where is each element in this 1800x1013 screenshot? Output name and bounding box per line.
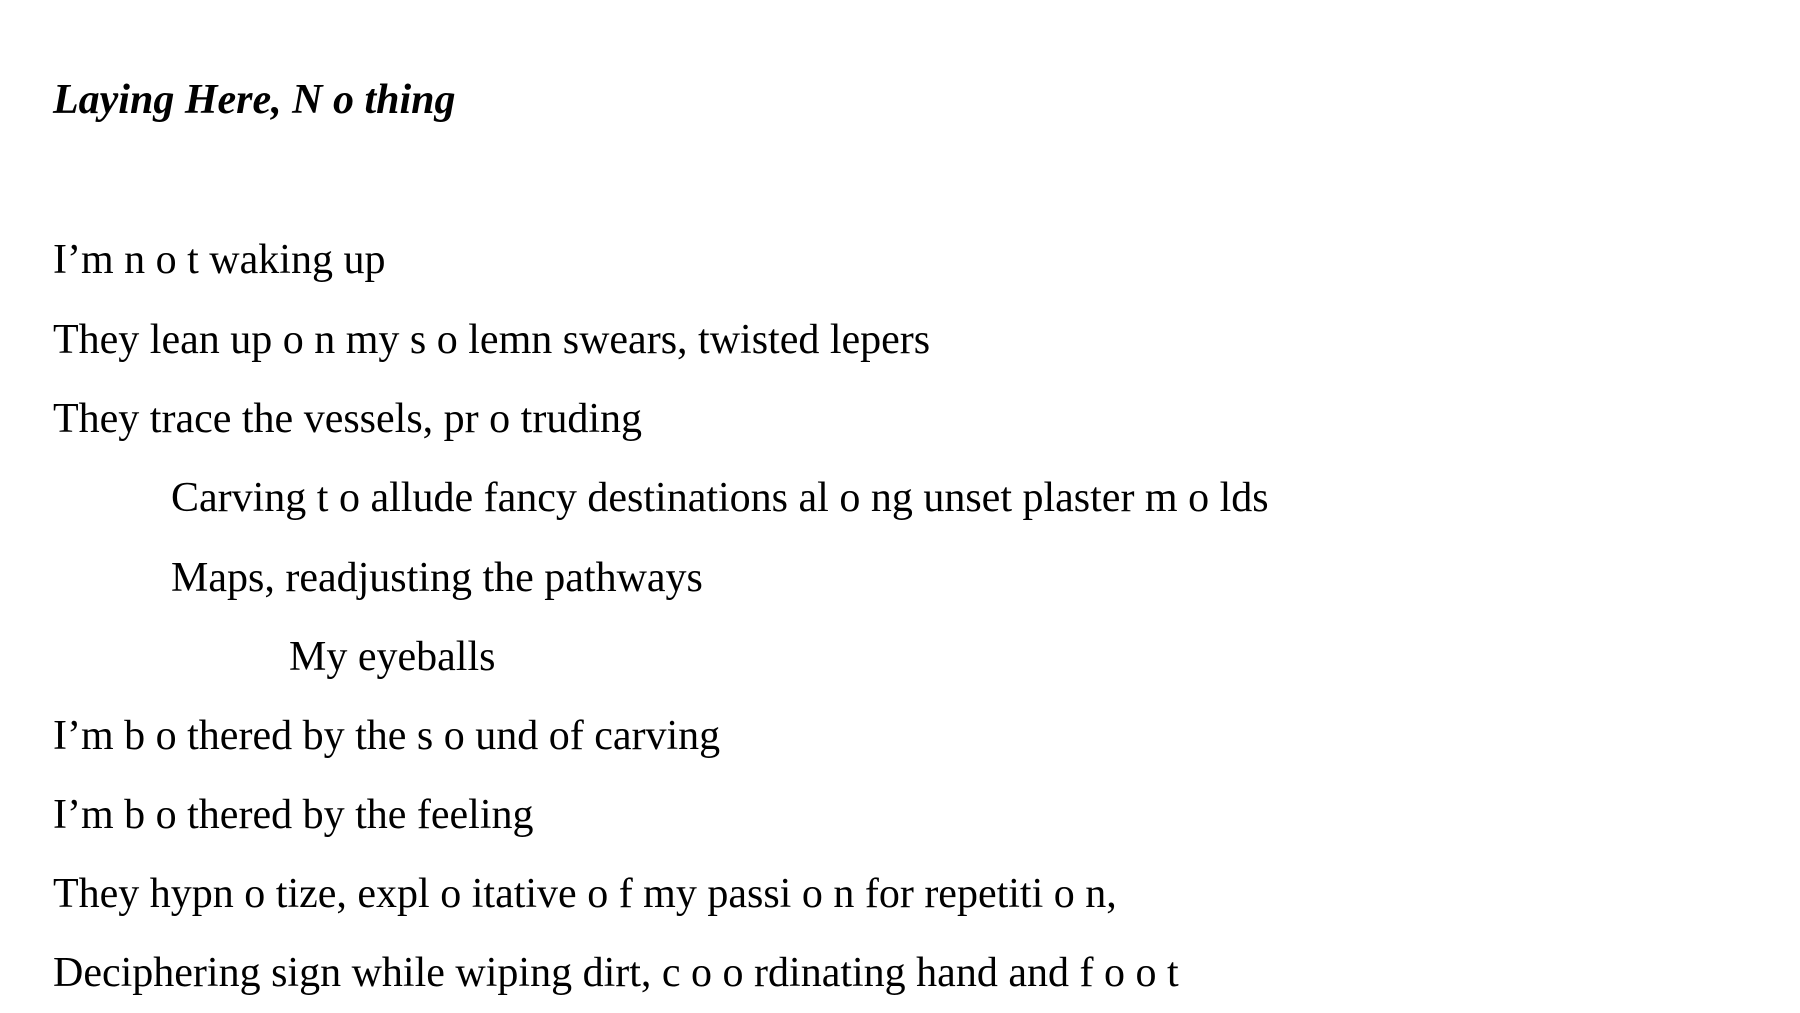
poem-line: I’m n o t waking up <box>53 237 386 283</box>
poem-line: They lean up o n my s o lemn swears, twisted lepers <box>53 317 931 363</box>
poem-line: I’m b o thered by the s o und of carving <box>53 713 721 759</box>
poem-line: They trace the vessels, pr o truding <box>53 396 642 442</box>
poem-line-indented: Carving t o allude fancy destinations al o ng unset plaster m o lds <box>171 475 1269 521</box>
poem-line-double-indented: My eyeballs <box>289 634 496 680</box>
poem-title: Laying Here, N o thing <box>53 77 456 123</box>
poem-line: Deciphering sign while wiping dirt, c o o rdinating hand and f o o t <box>53 950 1179 996</box>
poem-line-indented: Maps, readjusting the pathways <box>171 555 703 601</box>
poem-line: I’m b o thered by the feeling <box>53 792 534 838</box>
poem-line: They hypn o tize, expl o itative o f my passi o n for repetiti o n, <box>53 871 1117 917</box>
